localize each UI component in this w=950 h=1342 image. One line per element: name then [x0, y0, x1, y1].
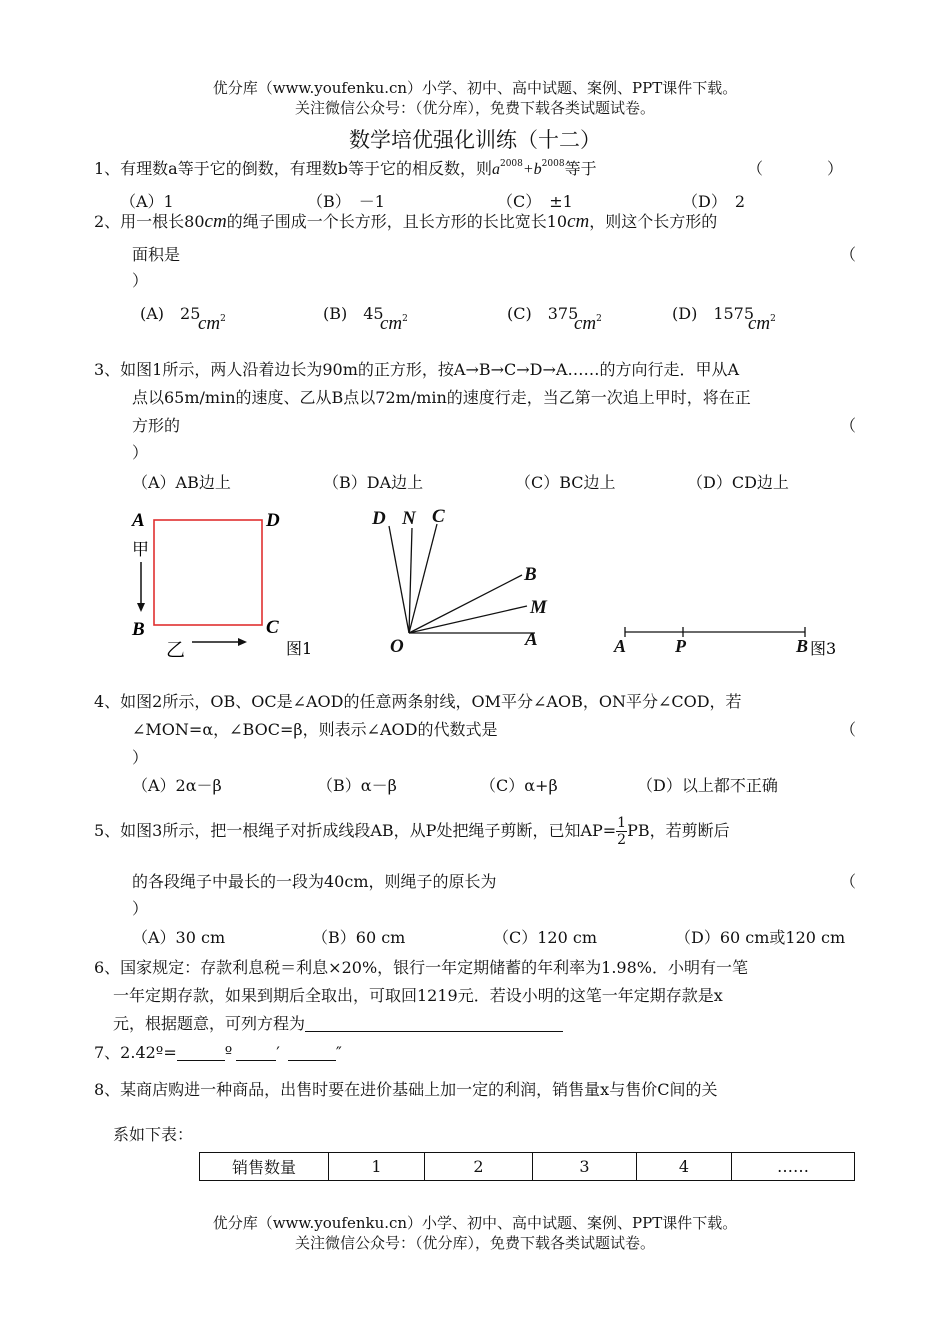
table-header-cell: 销售数量	[200, 1153, 329, 1181]
q1-plus: +	[522, 161, 534, 178]
figure-2-angles	[360, 500, 580, 665]
q5-line-2: 的各段绳子中最长的一段为40cm，则绳子的原长为	[132, 872, 497, 891]
q3-paren-close: ）	[132, 443, 149, 462]
fig2-label-b: B	[524, 564, 537, 585]
fig2-label-a: A	[525, 629, 538, 650]
fig2-label-m: M	[530, 597, 547, 618]
fig3-caption: 图3	[810, 639, 837, 658]
q2-paren-close: ）	[132, 271, 149, 290]
q2-option-c: (C) 375	[507, 304, 579, 323]
question-7	[94, 1040, 342, 1063]
q2-option-d-unit: $cm^2$	[748, 313, 776, 334]
fig1-label-c: C	[266, 617, 279, 638]
fig1-label-b: B	[132, 619, 145, 640]
q2-unit-1: cm	[204, 211, 227, 232]
q3-option-b: （B）DA边上	[323, 473, 424, 492]
q3-option-d: （D）CD边上	[687, 473, 789, 492]
fig1-arrowhead-down	[137, 603, 145, 612]
question-1	[94, 156, 597, 179]
q2-paren-open: （	[840, 245, 857, 264]
q4-option-b: （B）α－β	[317, 776, 397, 795]
q5-fraction	[616, 815, 627, 848]
question-2	[94, 209, 717, 233]
q2-unit-2: cm	[567, 211, 590, 232]
q5-option-c: （C）120 cm	[493, 928, 598, 947]
q4-line-1: 4、如图2所示，OB、OC是∠AOD的任意两条射线，OM平分∠AOB，ON平分∠COD，若	[94, 692, 742, 711]
fig2-label-d: D	[372, 508, 386, 529]
q4-option-a: （A）2α－β	[132, 776, 222, 795]
ray-oc	[409, 524, 437, 633]
q1-text: 1、有理数a等于它的倒数，有理数b等于它的相反数，则	[94, 159, 492, 178]
ray-om	[409, 606, 527, 633]
header-line-2: 关注微信公众号：（优分库），免费下载各类试题试卷。	[294, 99, 655, 117]
q1-answer-paren: （ ）	[747, 159, 844, 178]
q1-option-a: （A）1	[120, 192, 174, 211]
q8-line-2: 系如下表：	[113, 1125, 194, 1144]
header-line-1: 优分库（www.youfenku.cn）小学、初中、高中试题、案例、PPT课件下载。	[212, 79, 738, 97]
fig3-label-b: B	[796, 636, 809, 656]
fig1-label-d: D	[266, 510, 280, 531]
footer-line-1: 优分库（www.youfenku.cn）小学、初中、高中试题、案例、PPT课件下载。	[212, 1214, 738, 1232]
q6-line-2: 一年定期存款，如果到期后全取出，可取回1219元．若设小明的这笔一年定期存款是x	[113, 986, 723, 1005]
fig1-label-jia: 甲	[132, 540, 149, 560]
q2-option-a: (A) 25	[140, 304, 201, 323]
page-title: 数学培优强化训练（十二）	[349, 128, 601, 152]
q5-paren-close: ）	[132, 899, 149, 918]
q1-option-d: （D） 2	[682, 192, 746, 211]
q1-option-c: （C） ±1	[497, 192, 573, 211]
fig3-label-p: P	[675, 636, 686, 656]
question-5	[94, 815, 730, 848]
q2-option-b: (B) 45	[323, 304, 384, 323]
q2-option-a-unit: $cm^2$	[198, 313, 226, 334]
figure-3-segment	[600, 620, 860, 665]
q2-text-1: 2、用一根长80	[94, 212, 205, 231]
q4-paren-open: （	[840, 720, 857, 739]
q3-line-3: 方形的	[132, 416, 181, 435]
square-shape	[154, 520, 262, 625]
q7-minute-blank[interactable]	[236, 1044, 276, 1061]
fig2-label-o: O	[390, 636, 404, 657]
q7-degree-blank[interactable]	[177, 1044, 225, 1061]
q3-option-c: （C）BC边上	[515, 473, 616, 492]
fig3-label-a: A	[614, 636, 627, 656]
q5-frac-den: 2	[617, 832, 627, 848]
q4-option-c: （C）α+β	[480, 776, 558, 795]
table-cell: 2	[425, 1153, 533, 1181]
q1-exp-b: 2008	[541, 159, 565, 169]
q6-line-3: 元，根据题意，可列方程为	[113, 1011, 563, 1034]
sales-table	[199, 1152, 855, 1181]
q2-option-d: (D) 1575	[672, 304, 755, 323]
figure-1-square	[120, 500, 350, 670]
q3-line-2: 点以65m/min的速度、乙从B点以72m/min的速度行走，当乙第一次追上甲时，将在正	[132, 388, 751, 407]
q2-line-2: 面积是	[132, 245, 181, 264]
fig1-label-yi: 乙	[166, 639, 186, 661]
q7-minute-sign: ′	[276, 1043, 280, 1062]
fig2-label-n: N	[402, 508, 416, 529]
q5-option-b: （B）60 cm	[312, 928, 406, 947]
ray-on	[409, 528, 412, 633]
q4-paren-close: ）	[132, 748, 149, 767]
q4-line-2: ∠MON=α，∠BOC=β，则表示∠AOD的代数式是	[132, 720, 498, 739]
table-cell: ……	[732, 1153, 855, 1181]
q2-option-c-unit: $cm^2$	[574, 313, 602, 334]
q5-option-a: （A）30 cm	[132, 928, 226, 947]
q8-line-1: 8、某商店购进一种商品，出售时要在进价基础上加一定的利润，销售量x与售价C间的关	[94, 1080, 718, 1099]
q2-option-b-unit: $cm^2$	[380, 313, 408, 334]
table-cell: 1	[329, 1153, 425, 1181]
q7-second-blank[interactable]	[288, 1044, 336, 1061]
q7-degree-sign: º	[224, 1043, 233, 1062]
q7-second-sign: ″	[335, 1043, 342, 1062]
q1-var-a: a	[491, 161, 500, 178]
fig1-arrowhead-right	[238, 638, 247, 646]
q7-prefix: 7、2.42º=	[94, 1043, 177, 1062]
q5-frac-num: 1	[617, 815, 627, 831]
q6-line-1: 6、国家规定：存款利息税＝利息×20%，银行一年定期储蓄的年利率为1.98%．小明有一笔	[94, 958, 748, 977]
q2-text-2: 的绳子围成一个长方形，且长方形的长比宽长10	[226, 212, 568, 231]
q1-var-b: b	[533, 161, 542, 178]
q4-option-d: （D）以上都不正确	[637, 776, 778, 795]
ray-ob	[409, 575, 522, 633]
q6-answer-blank[interactable]	[305, 1015, 563, 1032]
q5-text-1: 5、如图3所示，把一根绳子对折成线段AB，从P处把绳子剪断，已知AP=	[94, 821, 617, 840]
q5-option-d: （D）60 cm或120 cm	[675, 928, 846, 947]
fig1-caption: 图1	[286, 639, 313, 658]
footer-line-2: 关注微信公众号：（优分库），免费下载各类试题试卷。	[294, 1234, 655, 1252]
table-cell: 3	[533, 1153, 637, 1181]
q5-text-2: PB，若剪断后	[627, 821, 730, 840]
q1-text-end: 等于	[564, 159, 597, 178]
q1-exp-a: 2008	[499, 159, 523, 169]
q5-paren-open: （	[840, 872, 857, 891]
table-cell: 4	[637, 1153, 732, 1181]
fig2-label-c: C	[432, 506, 445, 527]
q3-paren-open: （	[840, 416, 857, 435]
table-row	[200, 1153, 855, 1181]
q1-option-b: （B） －1	[307, 192, 385, 211]
q3-line-1: 3、如图1所示，两人沿着边长为90m的正方形，按A→B→C→D→A……的方向行走．甲从A	[94, 360, 740, 379]
q3-option-a: （A）AB边上	[132, 473, 231, 492]
fig1-label-a: A	[132, 510, 145, 531]
q2-text-3: ，则这个长方形的	[589, 212, 718, 231]
ray-od	[389, 526, 409, 633]
